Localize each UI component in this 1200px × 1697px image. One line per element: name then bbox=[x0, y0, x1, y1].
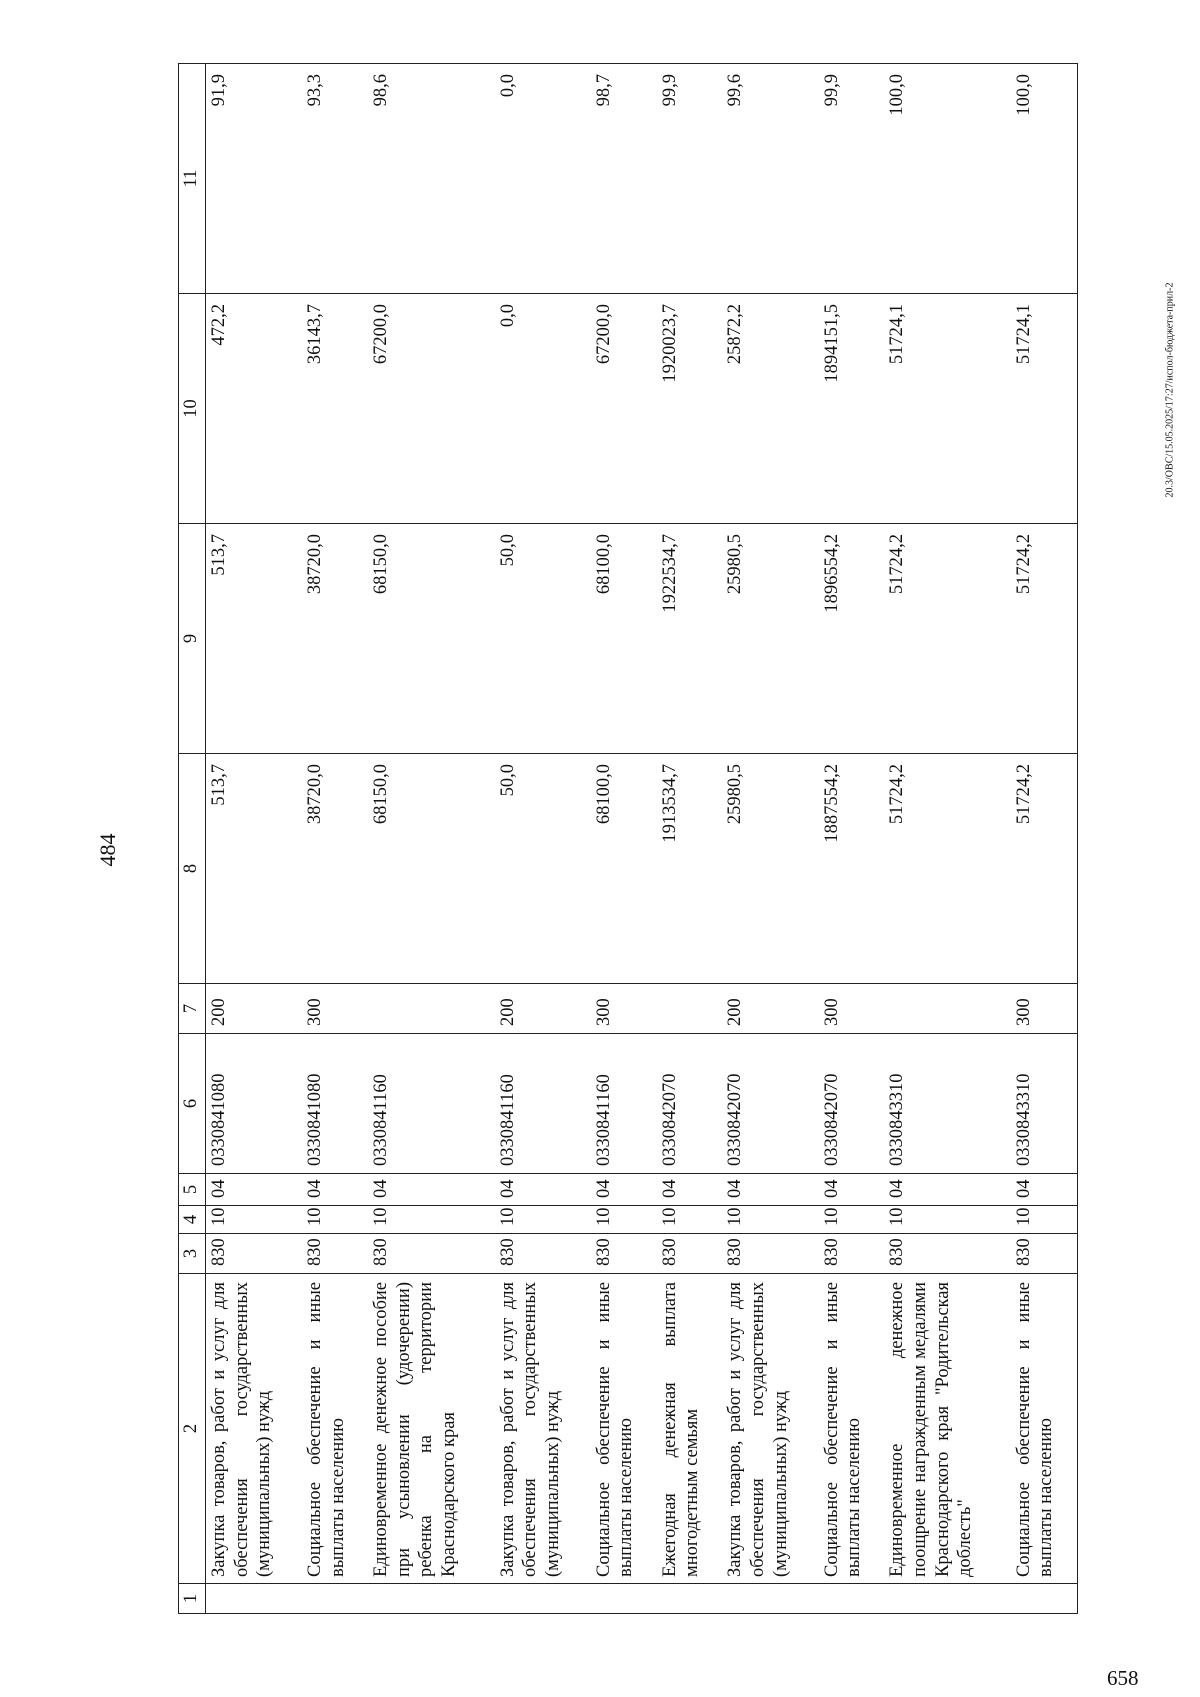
cell-revised-plan: 25980,5 bbox=[722, 524, 818, 754]
column-header: 2 bbox=[179, 1274, 206, 1584]
column-header: 11 bbox=[179, 64, 206, 294]
cell-revised-plan: 51724,2 bbox=[1011, 524, 1078, 754]
page-number-top: 484 bbox=[95, 833, 120, 867]
cell-executed: 67200,0 bbox=[368, 294, 494, 524]
cell-subsection: 04 bbox=[591, 1174, 657, 1206]
cell-subsection: 04 bbox=[722, 1174, 818, 1206]
cell-subsection: 04 bbox=[302, 1174, 368, 1206]
cell-approved-plan: 38720,0 bbox=[302, 754, 368, 984]
cell-index bbox=[495, 1584, 591, 1614]
cell-executed: 25872,2 bbox=[722, 294, 818, 524]
cell-index bbox=[1011, 1584, 1078, 1614]
table-row bbox=[884, 64, 1010, 1614]
cell-expense-type: 200 bbox=[206, 984, 303, 1034]
column-header: 6 bbox=[179, 1034, 206, 1174]
table-row bbox=[1011, 64, 1078, 1614]
cell-revised-plan: 68100,0 bbox=[591, 524, 657, 754]
budget-table bbox=[178, 63, 1078, 1614]
cell-expense-type bbox=[657, 984, 723, 1034]
table-row bbox=[722, 64, 818, 1614]
cell-executed: 0,0 bbox=[495, 294, 591, 524]
cell-ministry-code: 830 bbox=[884, 1234, 1010, 1274]
cell-index bbox=[302, 1584, 368, 1614]
cell-section: 10 bbox=[495, 1206, 591, 1234]
cell-expense-type: 300 bbox=[819, 984, 885, 1034]
cell-subsection: 04 bbox=[368, 1174, 494, 1206]
cell-section: 10 bbox=[302, 1206, 368, 1234]
cell-expense-type: 200 bbox=[495, 984, 591, 1034]
cell-description: Единовременное денежное пособие при усыновлении (удочерении) ребенка на территории Краснодарского края bbox=[368, 1274, 494, 1584]
cell-index bbox=[657, 1584, 723, 1614]
cell-section: 10 bbox=[884, 1206, 1010, 1234]
cell-expense-type: 300 bbox=[1011, 984, 1078, 1034]
column-header: 9 bbox=[179, 524, 206, 754]
cell-revised-plan: 38720,0 bbox=[302, 524, 368, 754]
cell-section: 10 bbox=[206, 1206, 303, 1234]
cell-approved-plan: 68100,0 bbox=[591, 754, 657, 984]
cell-description: Социальное обеспечение и иные выплаты населению bbox=[591, 1274, 657, 1584]
table-row bbox=[657, 64, 723, 1614]
table-row bbox=[368, 64, 494, 1614]
cell-revised-plan: 1896554,2 bbox=[819, 524, 885, 754]
table-container bbox=[178, 64, 1078, 1614]
cell-expense-type bbox=[884, 984, 1010, 1034]
cell-description: Социальное обеспечение и иные выплаты населению bbox=[302, 1274, 368, 1584]
cell-index bbox=[368, 1584, 494, 1614]
column-header: 7 bbox=[179, 984, 206, 1034]
cell-ministry-code: 830 bbox=[302, 1234, 368, 1274]
cell-target-article: 0330841080 bbox=[206, 1034, 303, 1174]
cell-approved-plan: 68150,0 bbox=[368, 754, 494, 984]
cell-section: 10 bbox=[368, 1206, 494, 1234]
cell-index bbox=[591, 1584, 657, 1614]
column-header: 4 bbox=[179, 1206, 206, 1234]
cell-expense-type: 200 bbox=[722, 984, 818, 1034]
cell-description: Закупка товаров, работ и услуг для обеспечения государственных (муниципальных) нужд bbox=[206, 1274, 303, 1584]
cell-executed: 67200,0 bbox=[591, 294, 657, 524]
cell-revised-plan: 1922534,7 bbox=[657, 524, 723, 754]
cell-target-article: 0330841160 bbox=[368, 1034, 494, 1174]
cell-execution-percent: 93,3 bbox=[302, 64, 368, 294]
table-row bbox=[591, 64, 657, 1614]
cell-section: 10 bbox=[722, 1206, 818, 1234]
cell-ministry-code: 830 bbox=[495, 1234, 591, 1274]
column-header: 8 bbox=[179, 754, 206, 984]
cell-execution-percent: 98,7 bbox=[591, 64, 657, 294]
cell-subsection: 04 bbox=[495, 1174, 591, 1206]
cell-execution-percent: 98,6 bbox=[368, 64, 494, 294]
cell-ministry-code: 830 bbox=[368, 1234, 494, 1274]
cell-execution-percent: 100,0 bbox=[1011, 64, 1078, 294]
cell-execution-percent: 99,9 bbox=[657, 64, 723, 294]
cell-execution-percent: 99,6 bbox=[722, 64, 818, 294]
cell-execution-percent: 0,0 bbox=[495, 64, 591, 294]
table-body bbox=[206, 64, 1078, 1614]
cell-executed: 472,2 bbox=[206, 294, 303, 524]
cell-index bbox=[206, 1584, 303, 1614]
cell-revised-plan: 513,7 bbox=[206, 524, 303, 754]
cell-target-article: 0330842070 bbox=[657, 1034, 723, 1174]
cell-description: Закупка товаров, работ и услуг для обеспечения государственных (муниципальных) нужд bbox=[722, 1274, 818, 1584]
cell-expense-type: 300 bbox=[302, 984, 368, 1034]
cell-approved-plan: 51724,2 bbox=[1011, 754, 1078, 984]
column-header: 10 bbox=[179, 294, 206, 524]
cell-revised-plan: 51724,2 bbox=[884, 524, 1010, 754]
cell-ministry-code: 830 bbox=[591, 1234, 657, 1274]
cell-section: 10 bbox=[1011, 1206, 1078, 1234]
column-header: 1 bbox=[179, 1584, 206, 1614]
cell-approved-plan: 1913534,7 bbox=[657, 754, 723, 984]
cell-target-article: 0330841080 bbox=[302, 1034, 368, 1174]
cell-expense-type: 300 bbox=[591, 984, 657, 1034]
cell-subsection: 04 bbox=[657, 1174, 723, 1206]
cell-subsection: 04 bbox=[206, 1174, 303, 1206]
cell-executed: 1920023,7 bbox=[657, 294, 723, 524]
cell-approved-plan: 1887554,2 bbox=[819, 754, 885, 984]
cell-target-article: 0330842070 bbox=[819, 1034, 885, 1174]
cell-execution-percent: 100,0 bbox=[884, 64, 1010, 294]
cell-description: Ежегодная денежная выплата многодетным семьям bbox=[657, 1274, 723, 1584]
cell-target-article: 0330843310 bbox=[884, 1034, 1010, 1174]
cell-executed: 1894151,5 bbox=[819, 294, 885, 524]
cell-description: Единовременное денежное поощрение награжденным медалями Краснодарского края "Родительская доблесть" bbox=[884, 1274, 1010, 1584]
cell-section: 10 bbox=[591, 1206, 657, 1234]
cell-index bbox=[722, 1584, 818, 1614]
table-header-row bbox=[179, 64, 206, 1614]
cell-ministry-code: 830 bbox=[657, 1234, 723, 1274]
cell-subsection: 04 bbox=[884, 1174, 1010, 1206]
cell-subsection: 04 bbox=[1011, 1174, 1078, 1206]
cell-target-article: 0330843310 bbox=[1011, 1034, 1078, 1174]
cell-expense-type bbox=[368, 984, 494, 1034]
cell-ministry-code: 830 bbox=[1011, 1234, 1078, 1274]
cell-section: 10 bbox=[819, 1206, 885, 1234]
cell-index bbox=[819, 1584, 885, 1614]
cell-revised-plan: 68150,0 bbox=[368, 524, 494, 754]
cell-index bbox=[884, 1584, 1010, 1614]
column-header: 5 bbox=[179, 1174, 206, 1206]
cell-target-article: 0330841160 bbox=[495, 1034, 591, 1174]
cell-approved-plan: 513,7 bbox=[206, 754, 303, 984]
cell-approved-plan: 50,0 bbox=[495, 754, 591, 984]
cell-approved-plan: 51724,2 bbox=[884, 754, 1010, 984]
cell-ministry-code: 830 bbox=[722, 1234, 818, 1274]
cell-executed: 36143,7 bbox=[302, 294, 368, 524]
file-stamp: 20.3/OBC/15.05.2025/17:27/испол-бюджета-прил-2 bbox=[1164, 282, 1176, 498]
cell-section: 10 bbox=[657, 1206, 723, 1234]
cell-ministry-code: 830 bbox=[819, 1234, 885, 1274]
page-number-bottom: 658 bbox=[1107, 1666, 1139, 1690]
cell-ministry-code: 830 bbox=[206, 1234, 303, 1274]
table-row bbox=[206, 64, 303, 1614]
cell-description: Социальное обеспечение и иные выплаты населению bbox=[819, 1274, 885, 1584]
cell-revised-plan: 50,0 bbox=[495, 524, 591, 754]
cell-executed: 51724,1 bbox=[1011, 294, 1078, 524]
column-header: 3 bbox=[179, 1234, 206, 1274]
cell-approved-plan: 25980,5 bbox=[722, 754, 818, 984]
table-row bbox=[819, 64, 885, 1614]
cell-target-article: 0330842070 bbox=[722, 1034, 818, 1174]
cell-executed: 51724,1 bbox=[884, 294, 1010, 524]
table-row bbox=[495, 64, 591, 1614]
table-row bbox=[302, 64, 368, 1614]
cell-description: Закупка товаров, работ и услуг для обеспечения государственных (муниципальных) нужд bbox=[495, 1274, 591, 1584]
cell-execution-percent: 91,9 bbox=[206, 64, 303, 294]
cell-description: Социальное обеспечение и иные выплаты населению bbox=[1011, 1274, 1078, 1584]
cell-execution-percent: 99,9 bbox=[819, 64, 885, 294]
cell-target-article: 0330841160 bbox=[591, 1034, 657, 1174]
cell-subsection: 04 bbox=[819, 1174, 885, 1206]
